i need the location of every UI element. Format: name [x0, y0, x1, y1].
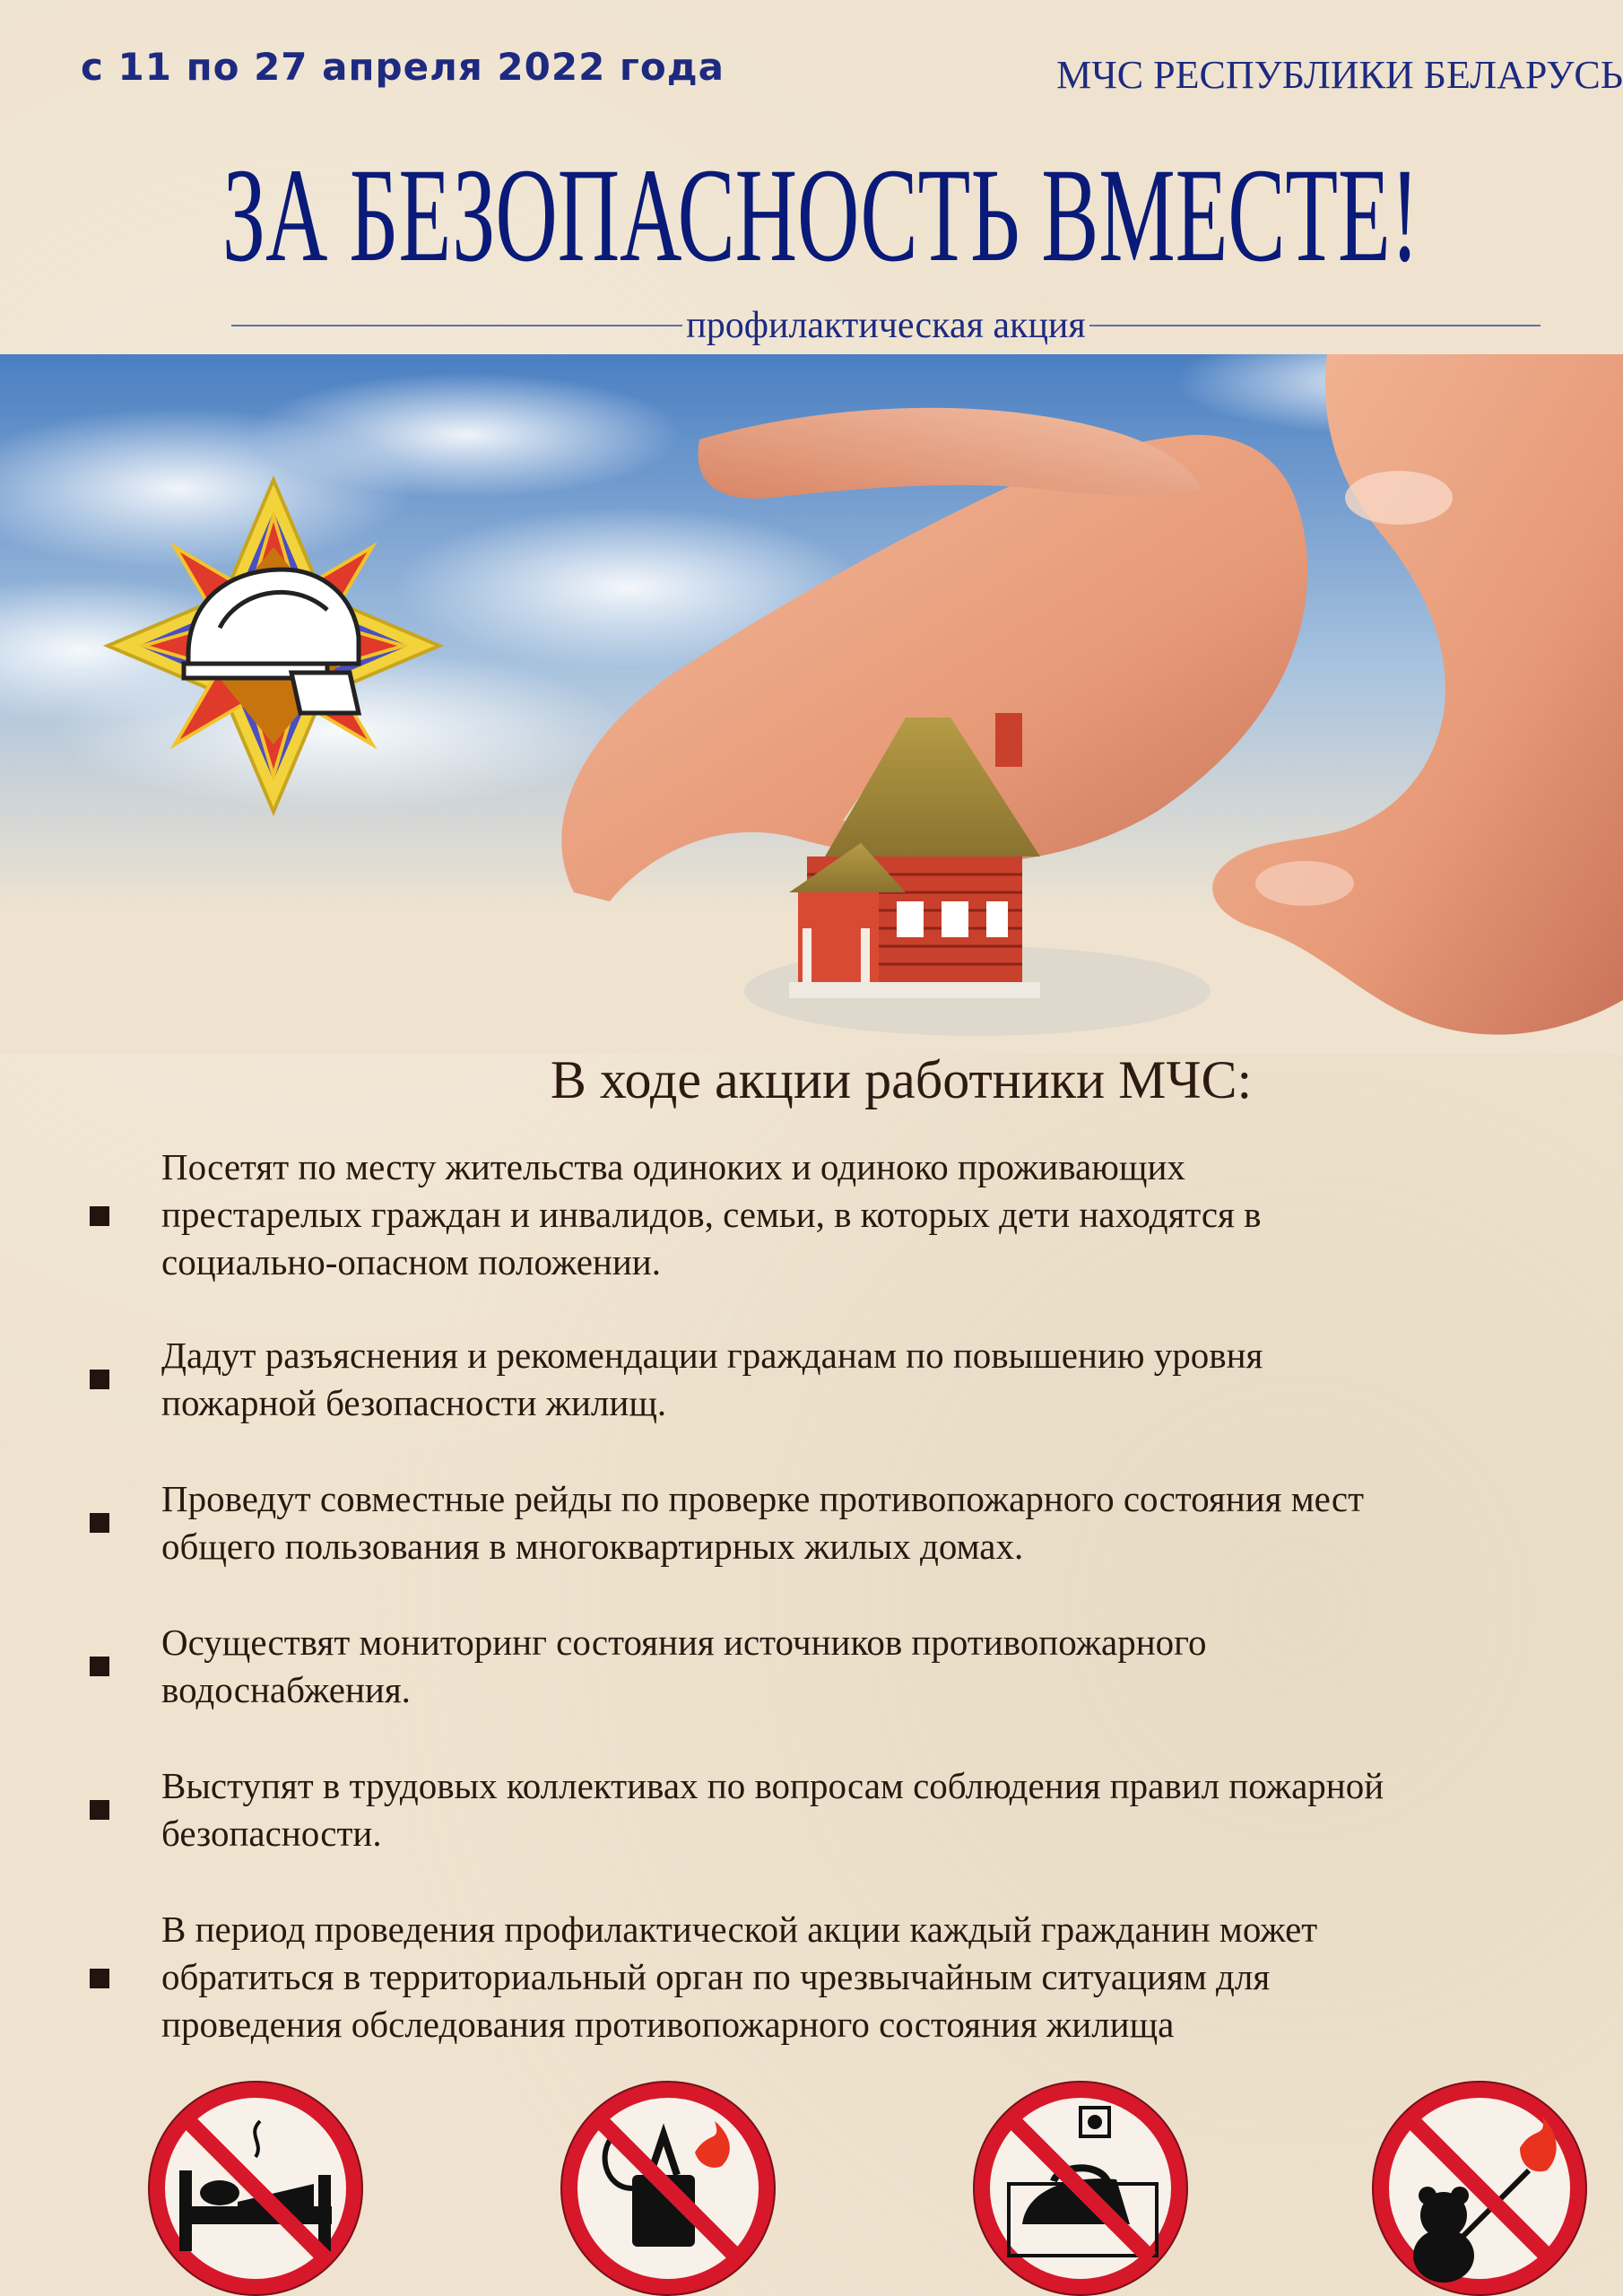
- no-smoking-in-bed-icon: [148, 2081, 363, 2296]
- subtitle: профилактическая акция: [686, 305, 1086, 346]
- bullet-icon: [90, 1969, 109, 1988]
- bullet-icon: [90, 1800, 109, 1820]
- bullet-icon: [90, 1206, 109, 1226]
- organization-name: МЧС РЕСПУБЛИКИ БЕЛАРУСЬ: [1056, 53, 1623, 97]
- hero-illustration: [0, 354, 1623, 1054]
- bullet-icon: [90, 1370, 109, 1389]
- list-item-text: Выступят в трудовых коллективах по вопросам соблюдения правил пожарной безопасности.: [161, 1765, 1384, 1854]
- prohibition-signs: [0, 2081, 1623, 2296]
- no-children-with-matches-icon: [1372, 2081, 1587, 2296]
- list-item-text: Осуществят мониторинг состояния источников противопожарного водоснабжения.: [161, 1622, 1207, 1710]
- section-heading: В ходе акции работники МЧС:: [550, 1050, 1253, 1109]
- list-item-text: Проведут совместные рейды по проверке противопожарного состояния мест общего пользования в многоквартирных жилых домах.: [161, 1478, 1364, 1567]
- campaign-dates: с 11 по 27 апреля 2022 года: [81, 45, 725, 89]
- page-title: ЗА БЕЗОПАСНОСТЬ ВМЕСТЕ!: [222, 141, 1419, 290]
- no-faulty-heater-icon: [560, 2081, 776, 2296]
- subtitle-row: [231, 299, 1541, 352]
- list-item-text: Дадут разъяснения и рекомендации гражданам по повышению уровня пожарной безопасности жилищ.: [161, 1335, 1263, 1423]
- list-item-text: В период проведения профилактической акции каждый гражданин может обратиться в территориальный орган по чрезвычайным ситуациям для проведения обследования противопожарного состояния жилища: [161, 1909, 1318, 2045]
- list-item-text: Посетят по месту жительства одиноких и одиноко проживающих престарелых граждан и инвалидов, семьи, в которых дети находятся в социально-опасном положении.: [161, 1146, 1262, 1283]
- bullet-icon: [90, 1657, 109, 1676]
- no-unattended-iron-icon: [973, 2081, 1188, 2296]
- subtitle-rule-right: [1089, 325, 1541, 326]
- subtitle-rule-left: [231, 325, 682, 326]
- bullet-icon: [90, 1513, 109, 1533]
